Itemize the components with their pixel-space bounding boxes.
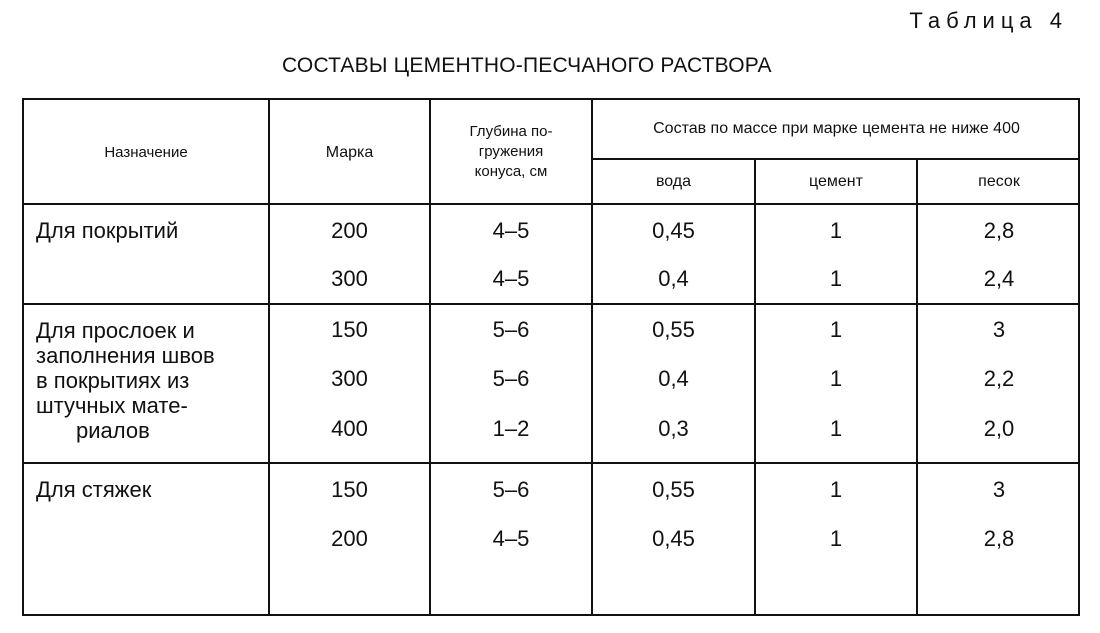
grade-cell: 150 — [331, 477, 368, 502]
depth-cell: 4–5 — [492, 526, 530, 551]
sand-cell: 3 — [992, 477, 1006, 502]
header-bottom-rule — [22, 203, 1080, 205]
header-depth-line-1: Глубина по- — [469, 123, 553, 140]
purpose-cell — [36, 218, 178, 243]
sand-cell: 3 — [992, 317, 1006, 342]
subheader-divider — [591, 158, 1080, 160]
header-grade: Марка — [325, 144, 374, 161]
purpose-line: в покрытиях из — [36, 368, 190, 393]
cement-cell: 1 — [829, 317, 843, 342]
water-cell: 0,4 — [658, 366, 689, 391]
table-number: Таблица 4 — [909, 8, 1068, 33]
water-cell: 0,45 — [652, 218, 695, 243]
cement-cell: 1 — [829, 526, 843, 551]
depth-cell: 1–2 — [492, 416, 530, 441]
purpose-line: Для прослоек и — [36, 318, 195, 343]
grade-cell: 150 — [331, 317, 368, 342]
depth-cell: 4–5 — [492, 266, 530, 291]
cement-cell: 1 — [829, 366, 843, 391]
cement-cell: 1 — [829, 218, 843, 243]
purpose-line: заполнения швов — [36, 343, 215, 368]
header-composition: Состав по массе при марке цемента не ниже 400 — [653, 120, 1020, 137]
depth-cell: 5–6 — [492, 317, 530, 342]
sand-cell: 2,8 — [983, 526, 1015, 551]
header-depth-line-3: конуса, см — [474, 163, 548, 180]
purpose-line: Для стяжек — [36, 477, 152, 502]
cement-cell: 1 — [829, 416, 843, 441]
sand-cell: 2,0 — [983, 416, 1015, 441]
table-title: СОСТАВЫ ЦЕМЕНТНО-ПЕСЧАНОГО РАСТВОРА — [282, 54, 772, 77]
water-cell: 0,55 — [652, 477, 695, 502]
sand-cell: 2,2 — [983, 366, 1015, 391]
water-cell: 0,4 — [658, 266, 689, 291]
water-cell: 0,3 — [658, 416, 689, 441]
grade-cell: 200 — [331, 218, 368, 243]
grade-cell: 400 — [331, 416, 368, 441]
water-cell: 0,45 — [652, 526, 695, 551]
purpose-cell — [36, 477, 151, 502]
group-divider-2 — [22, 462, 1080, 464]
sand-cell: 2,4 — [983, 266, 1015, 291]
cement-cell: 1 — [829, 477, 843, 502]
depth-cell: 5–6 — [492, 366, 530, 391]
header-water: вода — [655, 173, 692, 190]
group-divider-1 — [22, 303, 1080, 305]
header-depth — [431, 122, 591, 182]
header-depth-line-2: гружения — [478, 143, 544, 160]
purpose-line: риалов — [76, 418, 150, 443]
depth-cell: 4–5 — [492, 218, 530, 243]
depth-cell: 5–6 — [492, 477, 530, 502]
grade-cell: 200 — [331, 526, 368, 551]
cement-cell: 1 — [829, 266, 843, 291]
header-purpose: Назначение — [104, 144, 188, 161]
purpose-line: штучных мате- — [36, 393, 188, 418]
purpose-line: Для покрытий — [36, 218, 179, 243]
header-sand: песок — [978, 173, 1020, 190]
grade-cell: 300 — [331, 366, 368, 391]
grade-cell: 300 — [331, 266, 368, 291]
sand-cell: 2,8 — [983, 218, 1015, 243]
water-cell: 0,55 — [652, 317, 695, 342]
purpose-cell — [36, 318, 215, 443]
header-cement: цемент — [809, 173, 863, 190]
